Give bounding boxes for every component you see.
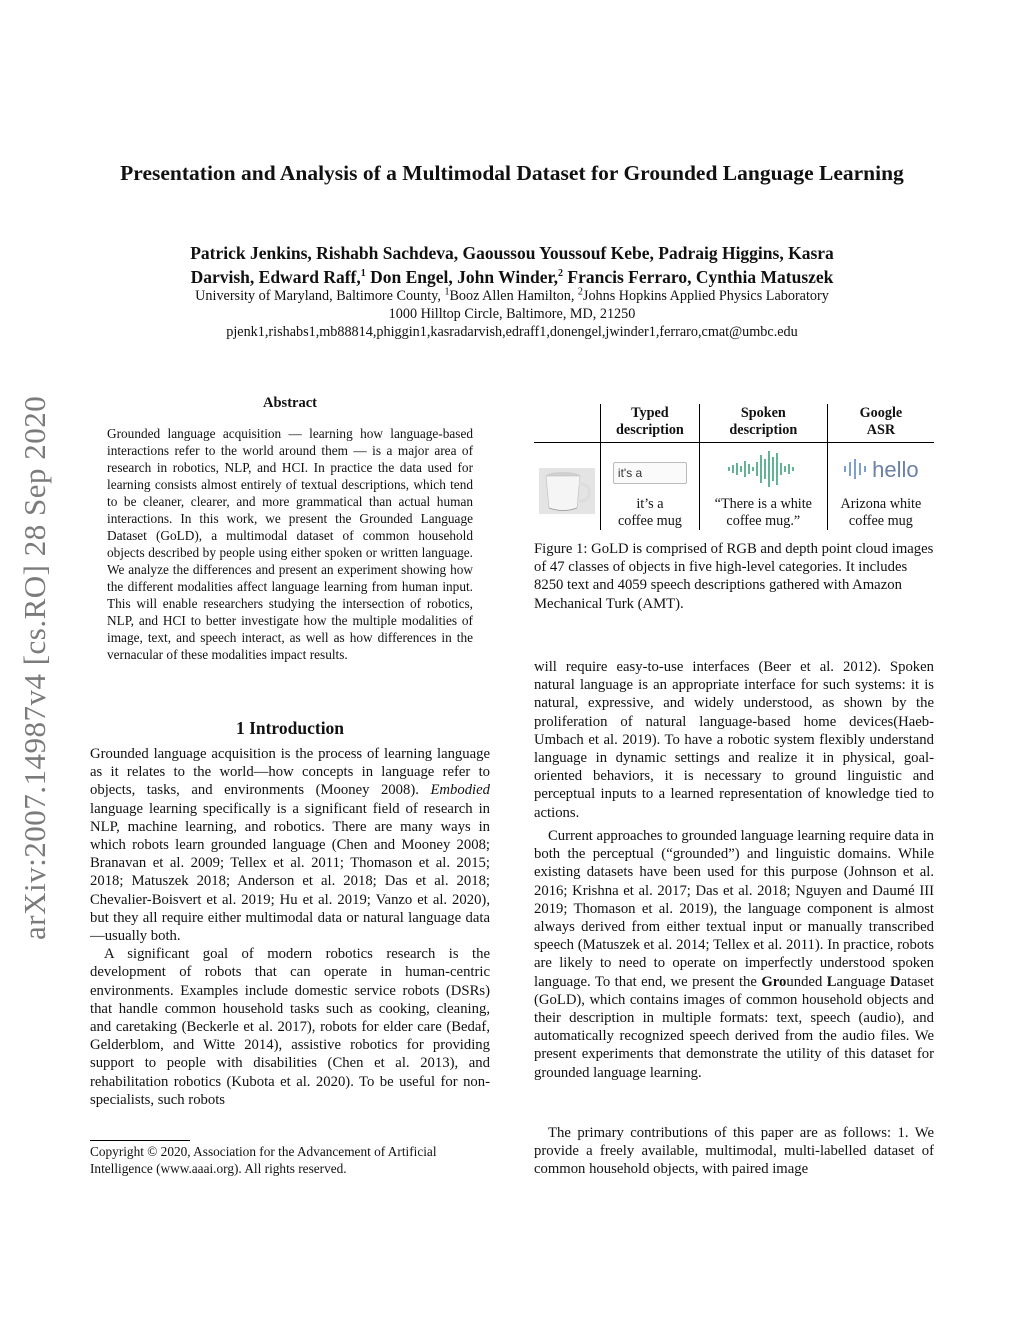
intro-right-column-mid	[534, 827, 934, 1082]
arxiv-watermark: arXiv:2007.14987v4 [cs.RO] 28 Sep 2020	[17, 395, 52, 940]
figure-1-table	[534, 404, 934, 530]
figure-media-row	[534, 443, 934, 495]
author-emails: pjenk1,rishabs1,mb88814,phiggin1,kasradarvish,edraff1,donengel,jwinder1,ferraro,cmat@umbc.edu	[226, 324, 798, 340]
affiliation-address: 1000 Hilltop Circle, Baltimore, MD, 21250	[388, 306, 636, 322]
figure-header-row	[534, 404, 934, 443]
intro-paragraph-5: The primary contributions of this paper are as follows: 1. We provide a freely available, multimodal, multi-labelled dataset of common household objects, with paired image	[534, 1125, 934, 1178]
intro-paragraph-3: will require easy-to-use interfaces (Beer et al. 2012). Spoken natural language is an appropriate interface for such systems: it is natural, expressive, and widely understood, as shown by the proliferation of natural language-based home devices(Haeb-Umbach et al. 2019). To have a robotic system flexibly understand language in dynamic settings and realize it in physical, goal-oriented behaviors, it is necessary to ground linguistic and perceptual inputs to a learned representation of knowledge tied to actions.	[534, 659, 934, 821]
author-list	[100, 241, 924, 289]
audio-waveform-icon	[723, 449, 803, 489]
intro-paragraph-2: A significant goal of modern robotics research is the development of robots that can operate in human-centric environments. Examples include domestic service robots (DSRs) that handle common household tasks such as cooking, cleaning, and caretaking (Beckerle et al. 2017), robots for elder care (Bedaf, Gelderblom, and Witte 2014), assistive robotics for providing support to people with disabilities (Chen et al. 2013), and rehabilitation robotics (Kubota et al. 2020). To be useful for non-specialists, such robots	[90, 946, 490, 1108]
coffee-mug-image	[539, 468, 595, 514]
abstract-heading: Abstract	[263, 395, 317, 411]
intro-paragraph-4: Current approaches to grounded language learning require data in both the perceptual (“grounded”) and linguistic domains. While existing datasets have been used for this purpose (Johnson et al. 2016; Krishna et al. 2017; Das et al. 2018; Nguyen and Daumé III 2019; Thomason et al. 2019), the language component is almost always derived from either textual input or manually transcribed speech (Matuszek et al. 2014; Tellex et al. 2011). In practice, robots are likely to need to operate on imperfectly understood spoken language. To that end, we present the Grounded Language Dataset (GoLD), which contains images of common household objects and their description in multiple formats: text, speech (audio), and automatically recognized speech derived from the audio files. We present experiments that demonstrate the utility of this dataset for grounded language learning.	[534, 828, 934, 1081]
copyright-footnote: Copyright © 2020, Association for the Advancement of Artificial Intelligence (www.aaai.org). All rights reserved.	[90, 1144, 437, 1176]
abstract-text: Grounded language acquisition — learning how language-based interactions refer to the world around them — is a major area of research in robotics, NLP, and HCI. In practice the data used for learning consists almost entirely of textual descriptions, which tend to be cleaner, clearer, and more grammatical than actual human interactions. In this work, we present the Grounded Language Dataset (GoLD), a multimodal dataset of common household objects described by people using either spoken or written language. We analyze the differences and present an experiment showing how the different modalities affect language learning from human input. This will enable researchers studying the intersection of robotics, NLP, and HCI to better investigate how the multiple modalities of image, text, and speech interact, as well as how differences in the vernacular of these modalities impact results.	[107, 426, 473, 662]
asr-waveform-icon	[843, 457, 869, 481]
typed-description-cell: it’s a coffee mug	[601, 494, 700, 530]
asr-description-cell: Arizona white coffee mug	[827, 494, 934, 530]
spoken-description-cell: “There is a white coffee mug.”	[699, 494, 827, 530]
asr-hello-graphic	[843, 457, 918, 481]
header-spoken: Spoken description	[699, 404, 827, 443]
figure-1-caption: Figure 1: GoLD is comprised of RGB and depth point cloud images of 47 classes of objects in five high-level categories. It includes 8250 text and 4059 speech descriptions gathered with Amazon Mechanical Turk (AMT).	[534, 541, 934, 612]
intro-left-column	[90, 745, 490, 1109]
footnote-rule	[90, 1140, 190, 1141]
affiliation-line-1: University of Maryland, Baltimore County, $^1$Booz Allen Hamilton, $^2$Johns Hopkins Applied Physics Laboratory	[195, 286, 829, 304]
author-line-2: Darvish, Edward Raff,$^1$ Don Engel, John Winder,$^2$ Francis Ferraro, Cynthia Matuszek	[190, 267, 834, 287]
author-line-1: Patrick Jenkins, Rishabh Sachdeva, Gaoussou Youssouf Kebe, Padraig Higgins, Kasra	[190, 243, 834, 263]
section-heading-introduction: 1 Introduction	[235, 718, 345, 738]
header-asr: Google ASR	[827, 404, 934, 443]
intro-right-column-bottom	[534, 1124, 934, 1179]
header-typed: Typed description	[601, 404, 700, 443]
paper-title: Presentation and Analysis of a Multimodal Dataset for Grounded Language Learning	[120, 161, 904, 185]
affiliations	[80, 287, 944, 341]
typed-input-snippet: it's a	[613, 462, 687, 484]
intro-paragraph-1: Grounded language acquisition is the process of learning language as it relates to the world—how concepts in language refer to objects, tasks, and environments (Mooney 2008). Embodied language learning specifically is a significant field of research in NLP, machine learning, and robotics. There are many ways in which robots learn grounded language (Chen and Mooney 2008; Branavan et al. 2009; Tellex et al. 2011; Thomason et al. 2015; 2018; Matuszek 2018; Anderson et al. 2018; Das et al. 2018; Chevalier-Boisvert et al. 2019; Hu et al. 2019; Vanzo et al. 2020), but they all require either multimodal data or natural language data—usually both.	[90, 746, 490, 945]
intro-right-column-top	[534, 658, 934, 822]
asr-word: hello	[872, 456, 919, 482]
